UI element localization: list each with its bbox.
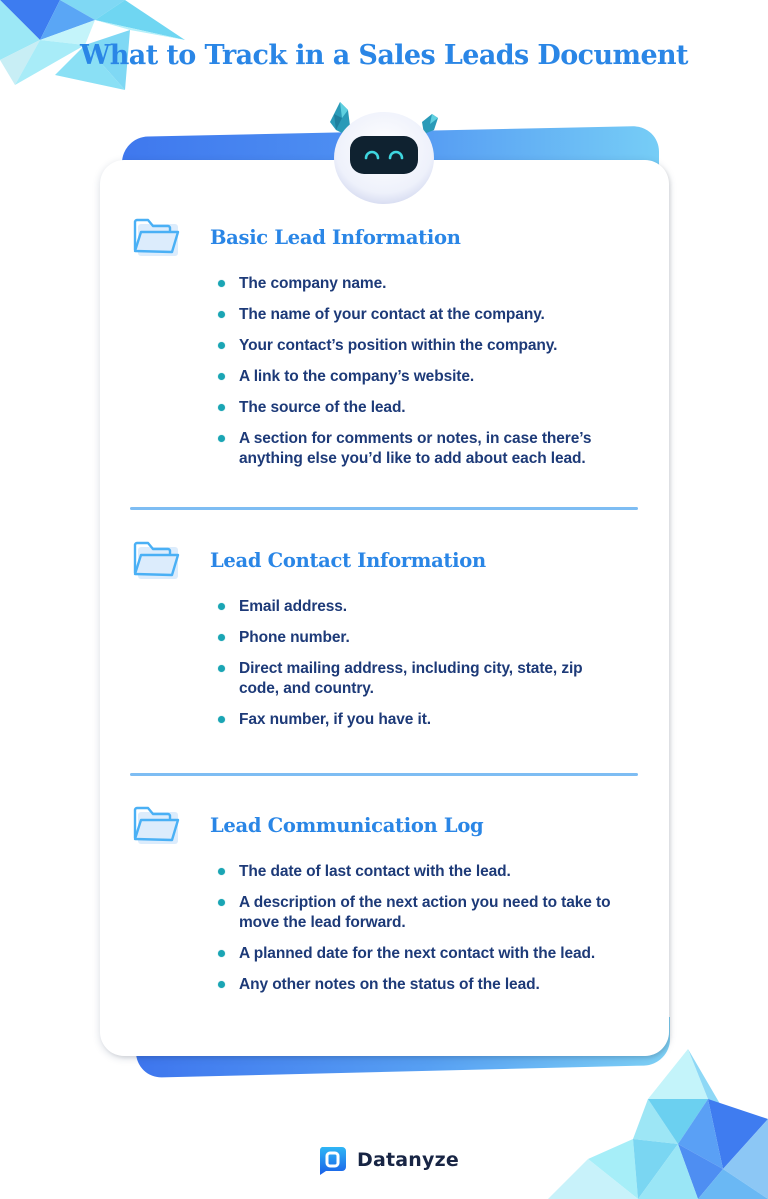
bullet-dot-icon (218, 435, 225, 442)
list-item: Email address. (218, 597, 640, 617)
folder-icon (132, 541, 182, 581)
folder-icon (132, 806, 182, 846)
robot-mascot-icon (326, 100, 442, 204)
list-item: A planned date for the next contact with the lead. (218, 944, 648, 964)
list-item: Direct mailing address, including city, state, zip code, and country. (218, 659, 588, 699)
list-item: A link to the company’s website. (218, 367, 640, 387)
bullet-dot-icon (218, 404, 225, 411)
section-header (130, 218, 640, 262)
list-item: The name of your contact at the company. (218, 305, 640, 325)
list-item: A section for comments or notes, in case there’s anything else you’d like to add about each lead. (218, 429, 618, 469)
bullet-dot-icon (218, 311, 225, 318)
section-header (130, 806, 640, 850)
bullet-list (218, 597, 640, 730)
bullet-dot-icon (218, 716, 225, 723)
bullet-list (218, 274, 640, 469)
section-divider (130, 773, 638, 776)
list-item: The date of last contact with the lead. (218, 862, 640, 882)
crystal-decoration-bottom-right (548, 1049, 768, 1199)
page-title: What to Track in a Sales Leads Document (80, 40, 688, 71)
bullet-dot-icon (218, 373, 225, 380)
bullet-dot-icon (218, 603, 225, 610)
section-title: Basic Lead Information (210, 226, 461, 249)
bullet-dot-icon (218, 950, 225, 957)
folder-icon (132, 218, 182, 258)
section-divider (130, 507, 638, 510)
section-title: Lead Communication Log (210, 814, 484, 837)
bullet-dot-icon (218, 665, 225, 672)
bullet-dot-icon (218, 899, 225, 906)
section-lead-contact-information (130, 541, 640, 741)
list-item: A description of the next action you need to take to move the lead forward. (218, 893, 638, 933)
list-item: The company name. (218, 274, 640, 294)
datanyze-logo-icon (318, 1145, 348, 1175)
bullet-dot-icon (218, 280, 225, 287)
list-item: Any other notes on the status of the lead. (218, 975, 640, 995)
section-lead-communication-log (130, 806, 640, 1006)
list-item: Fax number, if you have it. (218, 710, 640, 730)
section-basic-lead-information (130, 218, 640, 480)
bullet-dot-icon (218, 981, 225, 988)
bullet-list (218, 862, 640, 995)
bullet-dot-icon (218, 634, 225, 641)
section-title: Lead Contact Information (210, 549, 486, 572)
list-item: The source of the lead. (218, 398, 640, 418)
list-item: Your contact’s position within the company. (218, 336, 640, 356)
section-header (130, 541, 640, 585)
list-item: Phone number. (218, 628, 640, 648)
brand-footer (318, 1144, 459, 1176)
bullet-dot-icon (218, 342, 225, 349)
bullet-dot-icon (218, 868, 225, 875)
brand-name: Datanyze (357, 1149, 459, 1171)
